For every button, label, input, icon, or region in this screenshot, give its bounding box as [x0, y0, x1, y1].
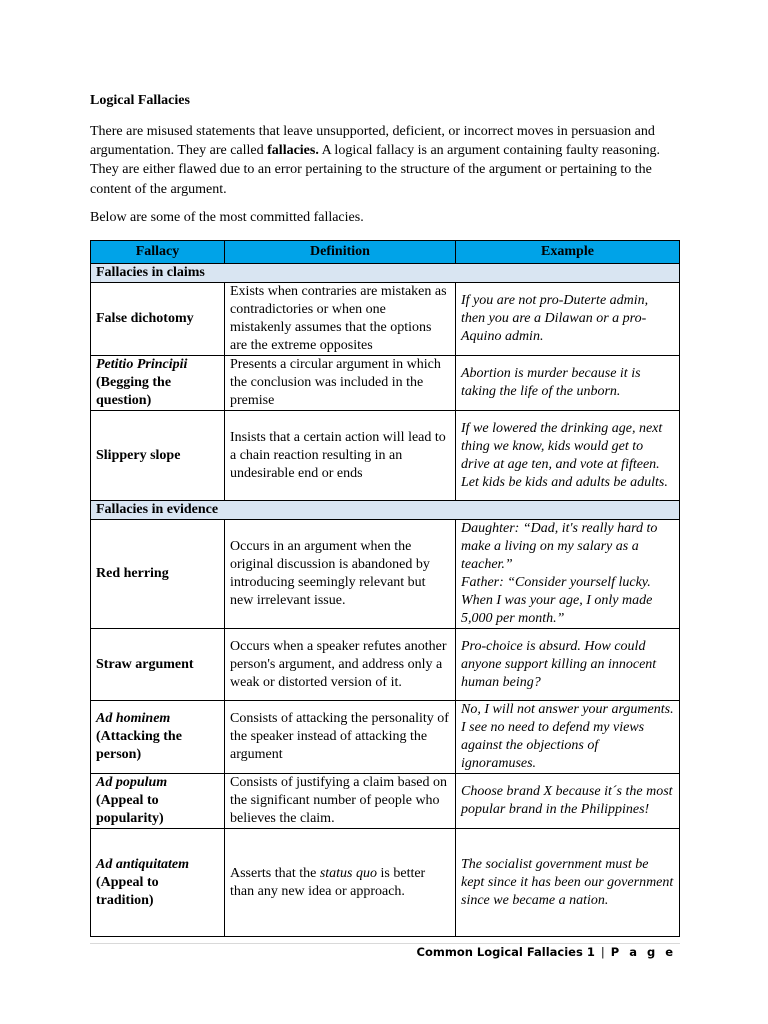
dialogue-line-daughter: Daughter: “Dad, it's really hard to make a living on my salary as a teacher.” — [461, 521, 658, 572]
fallacy-definition: Presents a circular argument in which the conclusion was included in the premise — [225, 356, 456, 411]
fallacy-name-gloss: (Appeal to popularity) — [96, 793, 164, 826]
fallacy-name-latin: Ad antiquitatem — [96, 856, 189, 872]
header-definition: Definition — [225, 241, 456, 264]
table-row — [91, 520, 680, 629]
fallacy-name — [91, 701, 225, 774]
fallacy-name-gloss: (Appeal to tradition) — [96, 874, 159, 908]
section-label: Fallacies in claims — [91, 264, 680, 283]
table-row — [91, 829, 680, 937]
fallacy-name — [91, 829, 225, 937]
table-header-row — [91, 241, 680, 264]
intro-text-1: There are misused statements that leave unsupported, deficient, or incorrect moves in persuasion and argumentation. They are called — [90, 124, 655, 159]
definition-text-2: is better than any new idea or approach. — [230, 865, 426, 899]
section-row-claims — [91, 264, 680, 283]
fallacy-definition: Consists of justifying a claim based on the significant number of people who believes the claim. — [225, 774, 456, 829]
table-row — [91, 701, 680, 774]
fallacy-definition: Occurs when a speaker refutes another person's argument, and address only a weak or distorted version of it. — [225, 629, 456, 701]
fallacy-name-gloss: (Attacking the person) — [96, 729, 182, 762]
footer-divider — [90, 943, 680, 944]
fallacy-name: Straw argument — [91, 629, 225, 701]
fallacy-name-gloss: (Begging the question) — [96, 375, 172, 408]
table-row — [91, 774, 680, 829]
table-row — [91, 629, 680, 701]
fallacy-name — [91, 356, 225, 411]
page-footer — [417, 945, 676, 959]
intro-paragraph — [90, 122, 678, 199]
fallacy-definition: Insists that a certain action will lead to a chain reaction resulting in an undesirable end or ends — [225, 411, 456, 501]
footer-separator: | — [600, 945, 605, 959]
fallacy-example: Choose brand X because it´s the most popular brand in the Philippines! — [456, 774, 680, 829]
definition-text-1: Asserts that the — [230, 865, 320, 881]
fallacy-name — [91, 774, 225, 829]
section-label: Fallacies in evidence — [91, 501, 680, 520]
fallacy-example: If we lowered the drinking age, next thing we know, kids would get to drive at age ten, and vote at fifteen. Let kids be kids and adults be adults. — [456, 411, 680, 501]
dialogue-line-father: Father: “Consider yourself lucky. When I was your age, I only made 5,000 per month.” — [461, 575, 653, 626]
fallacy-example: Abortion is murder because it is taking the life of the unborn. — [456, 356, 680, 411]
header-example: Example — [456, 241, 680, 264]
table-row — [91, 356, 680, 411]
table-row — [91, 411, 680, 501]
fallacy-name: Red herring — [91, 520, 225, 629]
footer-page-word: P a g e — [610, 945, 676, 959]
fallacy-example: If you are not pro-Duterte admin, then you are a Dilawan or a pro-Aquino admin. — [456, 283, 680, 356]
fallacy-definition — [225, 829, 456, 937]
fallacy-example: No, I will not answer your arguments. I see no need to defend my views against the objections of ignoramuses. — [456, 701, 680, 774]
fallacy-definition: Consists of attacking the personality of the speaker instead of attacking the argument — [225, 701, 456, 774]
definition-italic-term: status quo — [319, 865, 378, 881]
table-row — [91, 283, 680, 356]
fallacy-definition: Occurs in an argument when the original discussion is abandoned by introducing seemingly relevant but new irrelevant issue. — [225, 520, 456, 629]
fallacy-definition: Exists when contraries are mistaken as contradictories or when one mistakenly assumes that the options are the extreme opposites — [225, 283, 456, 356]
fallacy-name: False dichotomy — [91, 283, 225, 356]
section-row-evidence — [91, 501, 680, 520]
header-fallacy: Fallacy — [91, 241, 225, 264]
fallacy-example: The socialist government must be kept since it has been our government since we became a nation. — [456, 829, 680, 937]
fallacy-name-latin: Ad populum — [96, 775, 168, 790]
intro-text-2: A logical fallacy is an argument containing faulty reasoning. They are either flawed due to an error pertaining to the structure of the argument or pertaining to the content of the argument. — [90, 143, 660, 197]
footer-page-number: 1 — [586, 945, 595, 959]
fallacies-table — [90, 240, 680, 937]
fallacy-name: Slippery slope — [91, 411, 225, 501]
fallacy-name-latin: Petitio Principii — [96, 357, 188, 372]
footer-label: Common Logical Fallacies — [416, 945, 583, 959]
fallacy-name-latin: Ad hominem — [96, 711, 171, 726]
fallacy-example — [456, 520, 680, 629]
fallacy-example: Pro-choice is absurd. How could anyone support killing an innocent human being? — [456, 629, 680, 701]
intro-bold-term: fallacies. — [267, 143, 319, 159]
table-intro-text: Below are some of the most committed fallacies. — [90, 210, 364, 225]
document-title: Logical Fallacies — [90, 93, 190, 108]
